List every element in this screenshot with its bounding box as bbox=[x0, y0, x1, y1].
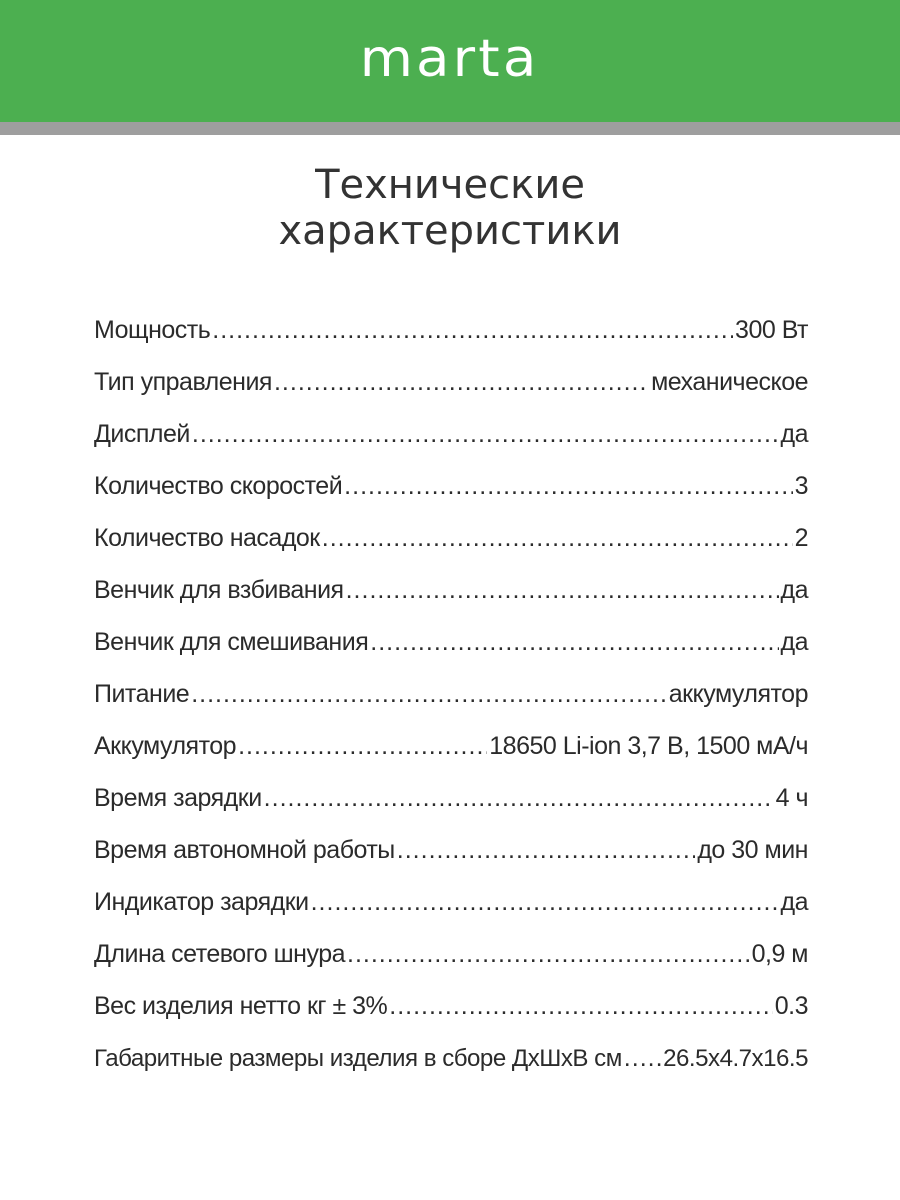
leader-dots bbox=[192, 420, 779, 449]
page-title bbox=[0, 162, 900, 254]
spec-label: Дисплей bbox=[94, 420, 190, 448]
spec-label: Время автономной работы bbox=[94, 836, 395, 864]
spec-value: 0,9 м bbox=[751, 940, 808, 968]
spec-value: 2 bbox=[794, 524, 808, 552]
leader-dots bbox=[274, 368, 649, 397]
leader-dots bbox=[370, 628, 778, 657]
spec-value: 4 ч bbox=[775, 784, 808, 812]
page-title-line-1: Технические bbox=[315, 162, 585, 208]
leader-dots bbox=[346, 576, 779, 605]
leader-dots bbox=[191, 680, 667, 709]
spec-row bbox=[94, 680, 808, 732]
spec-label: Мощность bbox=[94, 316, 211, 344]
brand-logo: marta bbox=[360, 29, 540, 89]
spec-row bbox=[94, 784, 808, 836]
spec-row bbox=[94, 576, 808, 628]
leader-dots bbox=[347, 940, 750, 969]
leader-dots bbox=[311, 888, 779, 917]
header-bar bbox=[0, 0, 900, 122]
spec-value: 3 bbox=[794, 472, 808, 500]
spec-value: да bbox=[780, 888, 808, 916]
spec-value: 0.3 bbox=[774, 992, 808, 1020]
spec-value: да bbox=[780, 576, 808, 604]
leader-dots bbox=[624, 1044, 661, 1073]
spec-label: Тип управления bbox=[94, 368, 272, 396]
spec-label: Вес изделия нетто кг ± 3% bbox=[94, 992, 388, 1020]
spec-label: Венчик для смешивания bbox=[94, 628, 369, 656]
spec-value: 18650 Li-ion 3,7 В, 1500 мА/ч bbox=[489, 732, 808, 760]
spec-value: 26.5x4.7x16.5 bbox=[663, 1045, 808, 1072]
spec-row bbox=[94, 420, 808, 472]
spec-value: да bbox=[780, 628, 808, 656]
spec-label: Габаритные размеры изделия в сборе ДхШхВ см bbox=[94, 1045, 622, 1072]
spec-row bbox=[94, 992, 808, 1044]
spec-row bbox=[94, 524, 808, 576]
spec-value: да bbox=[780, 420, 808, 448]
leader-dots bbox=[212, 316, 733, 345]
leader-dots bbox=[389, 992, 772, 1021]
spec-value: механическое bbox=[651, 368, 808, 396]
spec-label: Количество насадок bbox=[94, 524, 320, 552]
spec-label: Питание bbox=[94, 680, 190, 708]
spec-label: Количество скоростей bbox=[94, 472, 343, 500]
spec-label: Длина сетевого шнура bbox=[94, 940, 345, 968]
spec-row bbox=[94, 316, 808, 368]
spec-value: 300 Вт bbox=[735, 316, 808, 344]
spec-row bbox=[94, 732, 808, 784]
leader-dots bbox=[238, 732, 487, 761]
spec-row bbox=[94, 1044, 808, 1096]
spec-value: до 30 мин bbox=[697, 836, 808, 864]
spec-row bbox=[94, 888, 808, 940]
spec-value: аккумулятор bbox=[668, 680, 808, 708]
spec-label: Время зарядки bbox=[94, 784, 262, 812]
spec-row bbox=[94, 628, 808, 680]
spec-label: Аккумулятор bbox=[94, 732, 237, 760]
spec-label: Индикатор зарядки bbox=[94, 888, 309, 916]
leader-dots bbox=[322, 524, 793, 553]
header-divider bbox=[0, 122, 900, 135]
spec-row bbox=[94, 940, 808, 992]
page-title-line-2: характеристики bbox=[278, 208, 622, 254]
spec-label: Венчик для взбивания bbox=[94, 576, 344, 604]
spec-row bbox=[94, 472, 808, 524]
leader-dots bbox=[264, 784, 774, 813]
leader-dots bbox=[344, 472, 792, 501]
spec-row bbox=[94, 836, 808, 888]
spec-row bbox=[94, 368, 808, 420]
spec-list bbox=[94, 316, 808, 1096]
leader-dots bbox=[397, 836, 696, 865]
